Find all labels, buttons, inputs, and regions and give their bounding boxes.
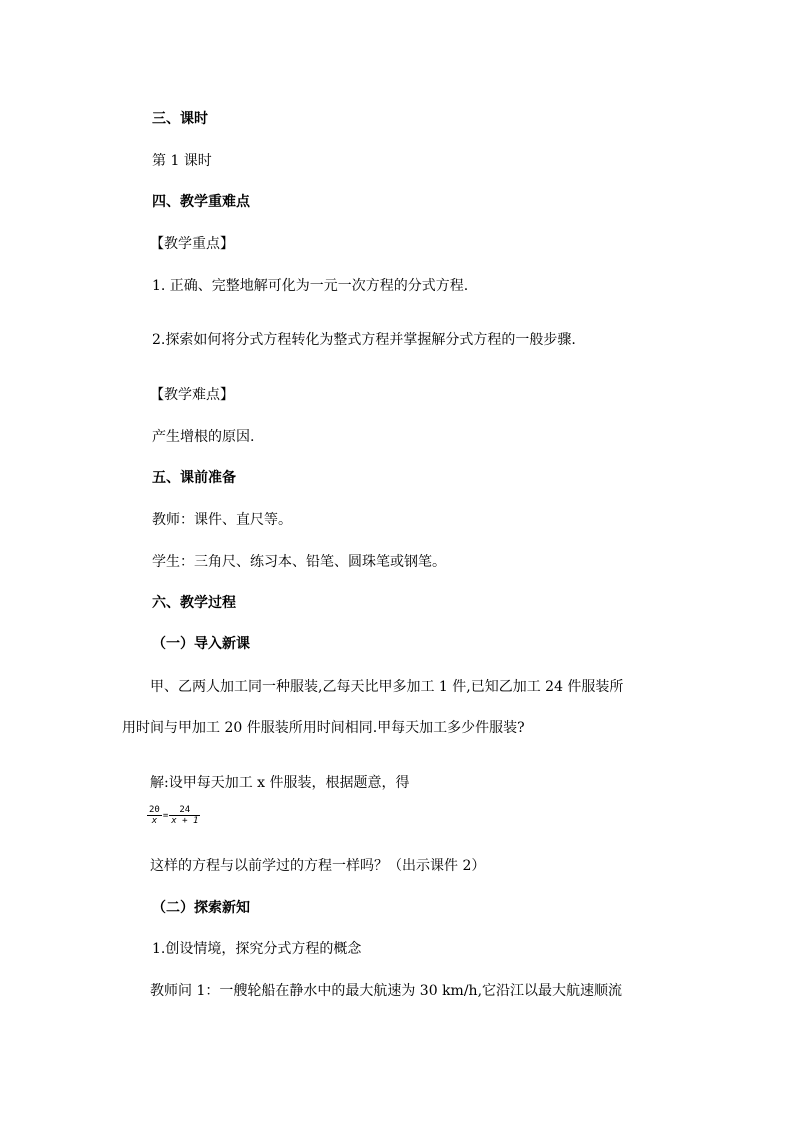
question-line: 这样的方程与以前学过的方程一样吗？（出示课件 2） xyxy=(150,858,486,874)
explore-1: 1.创设情境，探究分式方程的概念 xyxy=(152,941,362,957)
difficulty-label: 【教学难点】 xyxy=(150,387,234,403)
section-3-title: 三、课时 xyxy=(152,111,208,127)
sub-2-title: （二）探索新知 xyxy=(152,900,250,916)
section-5-title: 五、课前准备 xyxy=(152,470,236,486)
key-point-2: 2.探索如何将分式方程转化为整式方程并掌握解分式方程的一般步骤. xyxy=(152,332,576,348)
equation xyxy=(147,805,200,826)
sub-1-title: （一）导入新课 xyxy=(152,636,250,652)
fraction-right-denominator: x + 1 xyxy=(171,816,199,826)
section-4-title: 四、教学重难点 xyxy=(152,194,250,210)
student-prep: 学生：三角尺、练习本、铅笔、圆珠笔或钢笔。 xyxy=(152,554,446,570)
solution-intro: 解:设甲每天加工 x 件服装，根据题意，得 xyxy=(150,775,410,791)
problem-line-1: 甲、乙两人加工同一种服装,乙每天比甲多加工 1 件,已知乙加工 24 件服装所 xyxy=(150,679,624,695)
fraction-right xyxy=(169,805,200,826)
difficulty-body: 产生增根的原因. xyxy=(152,429,255,445)
fraction-left-numerator: 20 xyxy=(149,805,160,815)
fraction-left-denominator: x xyxy=(151,816,158,826)
section-6-title: 六、教学过程 xyxy=(152,595,236,611)
teacher-prep: 教师：课件、直尺等。 xyxy=(152,512,292,528)
section-3-body: 第 1 课时 xyxy=(152,153,212,169)
key-point-1: 1. 正确、完整地解可化为一元一次方程的分式方程. xyxy=(152,278,469,294)
equals-sign: = xyxy=(162,810,169,821)
teacher-question-1: 教师问 1：一艘轮船在静水中的最大航速为 30 km/h,它沿江以最大航速顺流 xyxy=(150,983,623,999)
fraction-left xyxy=(147,805,162,826)
problem-line-2: 用时间与甲加工 20 件服装所用时间相同.甲每天加工多少件服装? xyxy=(122,720,525,736)
key-points-label: 【教学重点】 xyxy=(150,236,234,252)
fraction-right-numerator: 24 xyxy=(169,805,200,816)
